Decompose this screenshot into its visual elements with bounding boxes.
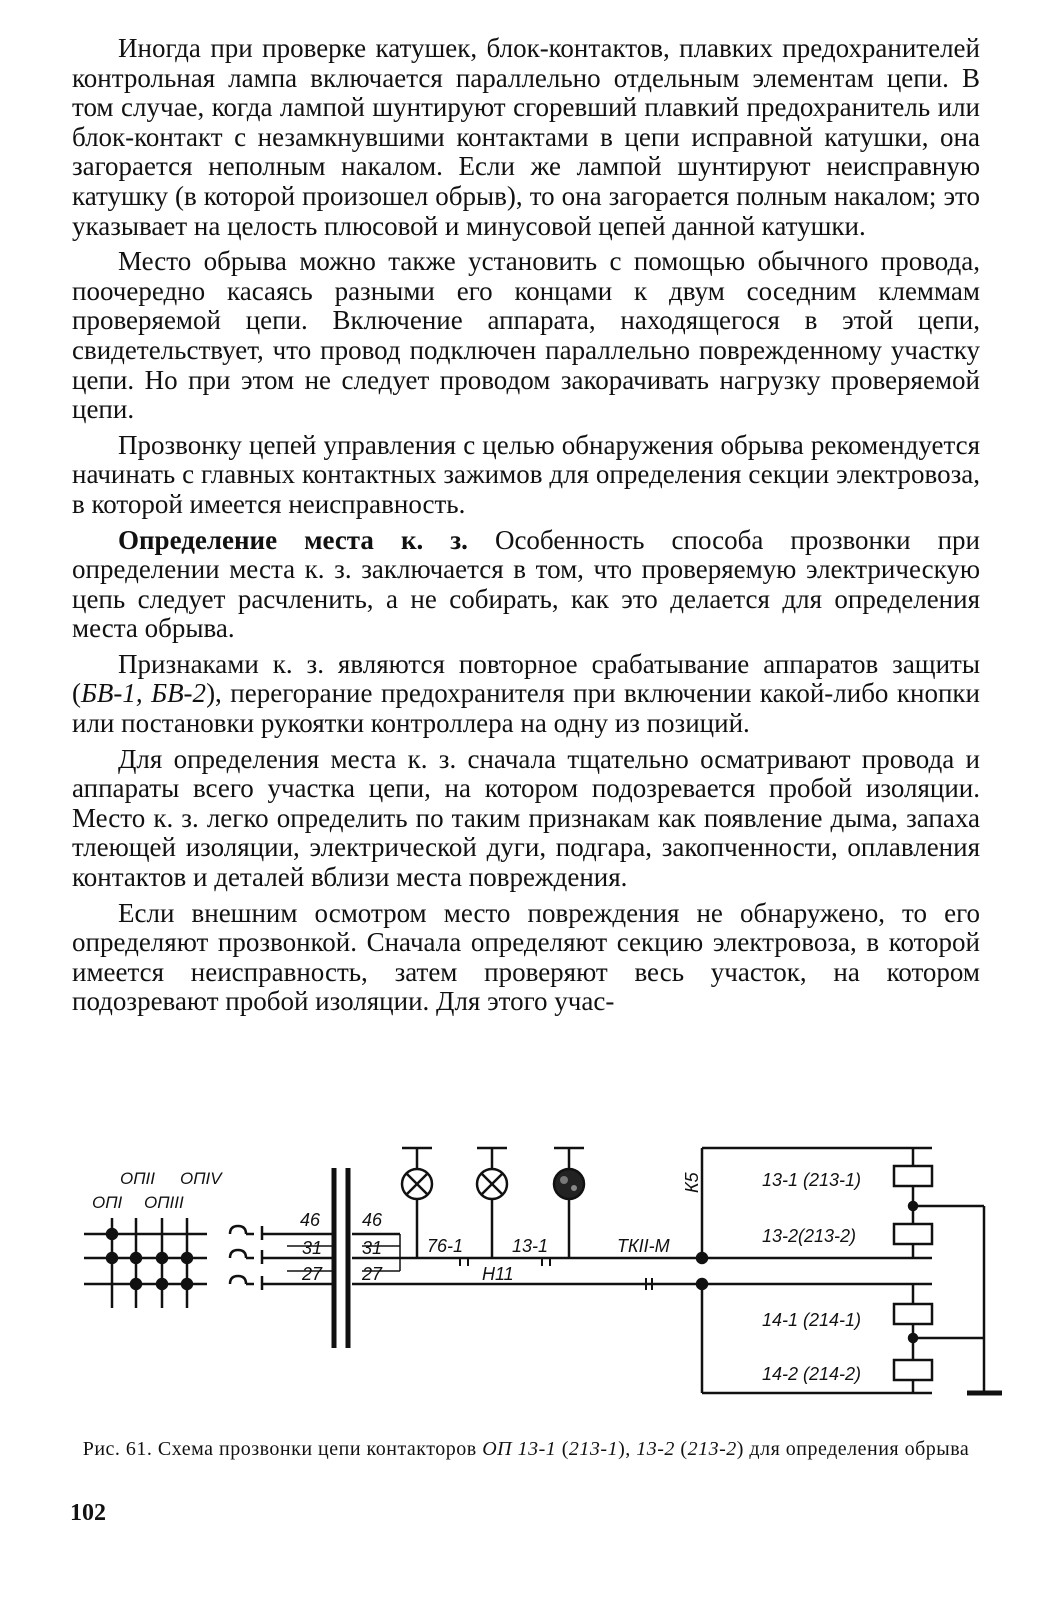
label-wire-46a: 46 (300, 1210, 321, 1230)
paragraph-4: Определение места к. з. Особенность способа прозвонки при определении места к. з. заключается в том, что проверяемую электрическую цепь следует расчленить, а не собирать, как это делается для определения места обрыва. (72, 524, 981, 644)
label-wire-31b: 31 (362, 1238, 383, 1258)
paragraph-3: Прозвонку цепей управления с целью обнаружения обрыва рекомендуется начинать с главных контактных зажимов для определения секции электровоза, в которой имеется неисправность. (72, 429, 980, 519)
paragraph-6: Для определения места к. з. сначала тщательно осматривают провода и аппараты всего участка цепи, на котором подозревается пробой изоляции. Место к. з. легко определить по таким признакам как появление дыма, запаха тлеющей изоляции, электрической дуги, подгара, закопченности, оплавления контактов и деталей вблизи места повреждения. (72, 743, 980, 893)
label-wire-46b: 46 (362, 1210, 383, 1230)
section-heading: Определение места к. з. (118, 524, 468, 555)
contacts-left (230, 1226, 270, 1290)
lamp-3-lit-icon (554, 1148, 584, 1258)
svg-text:14-2 (214-2): 14-2 (214-2) (762, 1364, 862, 1384)
figure-caption: Рис. 61. Схема прозвонки цепи контакторов ОП 13-1 (213-1), 13-2 (213-2) для определения обрыва (82, 1438, 970, 1460)
page-number: 102 (70, 1500, 106, 1526)
svg-text:13-2(213-2): 13-2(213-2) (762, 1226, 857, 1246)
label-wire-13-1: 13-1 (512, 1236, 549, 1256)
label-op1: ОПI (92, 1193, 123, 1212)
label-wire-31a: 31 (302, 1238, 323, 1258)
svg-text:14-1 (214-1): 14-1 (214-1) (762, 1310, 862, 1330)
paragraph-2: Место обрыва можно также установить с помощью обычного провода, поочередно касаясь разными его концами к двум соседним клеммам проверяемой цепи. Включение аппарата, находящегося в этой цепи, свидетельствует, что провод подключен параллельно поврежденному участку цепи. Но при этом не следует проводом закорачивать нагрузку проверяемой цепи. (72, 246, 980, 425)
coil-14-1 (762, 1284, 984, 1342)
label-wire-76-1: 76-1 (427, 1236, 464, 1256)
paragraph-5: Признаками к. з. являются повторное срабатывание аппаратов защиты (БВ-1, БВ-2), перегорание предохранителя при включении какой-либо кнопки или постановки рукоятки контроллера на одну из позиций. (72, 648, 980, 739)
label-wire-27b: 27 (362, 1264, 383, 1284)
paragraph-1: Иногда при проверке катушек, блок-контактов, плавких предохранителей контрольная лампа включается параллельно отдельным элементам цепи. В том случае, когда лампой шунтируют сгоревший плавкий предохранитель или блок-контакт с незамкнувшими контактами в цепи исправной катушки, она загорается неполным накалом. Если же лампой шунтируют неисправную катушку (в которой произошел обрыв), то она загорается полным накалом; это указывает на целость плюсовой и минусовой цепей данной катушки. (72, 33, 980, 241)
circuit-diagram (72, 1138, 1002, 1428)
svg-text:13-1 (213-1): 13-1 (213-1) (762, 1170, 862, 1190)
label-n11: Н11 (482, 1264, 514, 1284)
label-tk2m: ТКII-М (617, 1236, 670, 1256)
label-op3: ОПIII (144, 1193, 184, 1212)
switch-matrix (84, 1218, 207, 1308)
label-op4: ОПIV (180, 1169, 222, 1188)
text-column (72, 34, 980, 1017)
coil-13-2 (762, 1202, 984, 1258)
lamp-2-icon (477, 1148, 507, 1258)
paragraph-7: Если внешним осмотром место повреждения не обнаружено, то его определяют прозвонкой. Сначала определяют секцию электровоза, в которой имеется неисправность, затем проверяют весь участок, на котором подозревают пробой изоляции. Для этого учас- (72, 897, 980, 1017)
coil-13-1 (762, 1148, 932, 1206)
label-wire-27a: 27 (302, 1264, 323, 1284)
coil-14-2 (762, 1338, 932, 1393)
label-k5: К5 (682, 1172, 702, 1193)
label-op2: ОПII (120, 1169, 155, 1188)
